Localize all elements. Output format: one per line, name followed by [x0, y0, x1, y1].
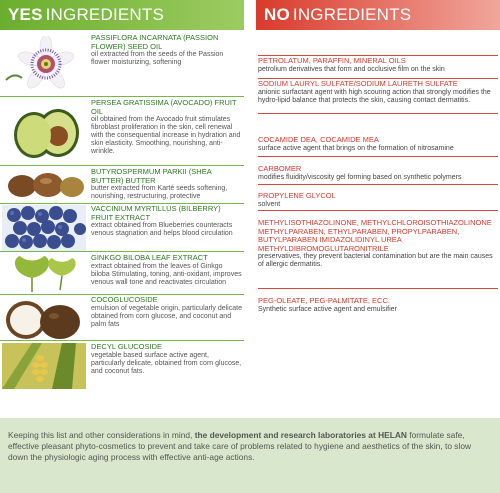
no-item-name: CARBOMER	[258, 164, 302, 173]
no-item-name: PROPYLENE GLYCOL	[258, 191, 336, 200]
coconut-icon	[2, 296, 86, 340]
no-item-propylene-glycol	[258, 192, 498, 209]
yes-item-name: COCOGLUCOSIDE	[91, 295, 158, 304]
footer-statement	[0, 418, 500, 493]
no-item-name: SODIUM LAURYL SULFATE/SODIUM LAURETH SULFATE	[258, 79, 458, 88]
no-divider	[258, 113, 498, 114]
no-item-sodium-lauryl	[258, 80, 498, 105]
no-item-petrolatum	[258, 57, 498, 74]
shea-nut-icon	[2, 168, 86, 202]
yes-divider	[0, 96, 244, 97]
no-divider	[258, 210, 498, 211]
yes-item-desc: oil extracted from the seeds of the Passion flower moisturizing, softening	[91, 51, 224, 66]
no-item-name: PETROLATUM, PARAFFIN, MINERAL OILS	[258, 56, 406, 65]
yes-column	[0, 0, 244, 30]
no-item-name: PEG-OLEATE, PEG-PALMITATE, ECC.	[258, 296, 390, 305]
ginkgo-leaf-icon	[2, 254, 86, 294]
footer-lead: Keeping this list and other considerations in mind,	[8, 430, 193, 440]
bilberry-icon	[2, 205, 86, 251]
yes-item-desc: emulsion of vegetable origin, particularly delicate obtained from corn glucose, and coconut and palm fats	[91, 304, 242, 328]
yes-item-passiflora	[0, 34, 244, 96]
yes-item-name: DECYL GLUCOSIDE	[91, 342, 162, 351]
yes-item-desc: vegetable based surface active agent, particularly delicate, obtained from corn glucose, and coconut fats.	[91, 351, 242, 375]
yes-item-name: BUTYROSPERMUM PARKII (SHEA BUTTER) BUTTER	[91, 167, 212, 185]
no-header-rest: INGREDIENTS	[292, 5, 412, 24]
no-item-desc: surface active agent that brings on the formation of nitrosamine	[258, 144, 454, 152]
no-item-name: COCAMIDE DEA, COCAMIDE MEA	[258, 135, 379, 144]
yes-header	[0, 0, 244, 30]
yes-item-name: PERSEA GRATISSIMA (AVOCADO) FRUIT OIL	[91, 98, 237, 116]
no-divider	[258, 184, 498, 185]
no-header-strong: NO	[264, 5, 290, 24]
no-divider	[258, 288, 498, 289]
yes-item-name: PASSIFLORA INCARNATA (PASSION FLOWER) SEED OIL	[91, 33, 219, 51]
yes-item-avocado	[0, 99, 244, 165]
yes-divider	[0, 165, 244, 166]
no-header	[256, 0, 500, 30]
no-divider	[258, 156, 498, 157]
footer-bold: the development and research laboratories at HELAN	[194, 430, 407, 440]
no-item-preservatives	[258, 219, 498, 269]
yes-header-rest: INGREDIENTS	[45, 5, 165, 24]
yes-item-shea	[0, 168, 244, 203]
no-item-desc: preservatives, they prevent bacterial contamination but are the main causes of allergic dermatitis.	[258, 253, 493, 268]
yes-item-desc: extract obtained from the leaves of Ginkgo biloba Stimulating, toning, anti-oxidant, improves venous wall tone and reactivates circulation	[91, 262, 242, 286]
yes-item-ginkgo	[0, 254, 244, 294]
yes-divider	[0, 251, 244, 252]
yes-item-desc: extract obtained from Blueberries counteracts venous stagnation and helps blood circulation	[91, 222, 233, 237]
avocado-icon	[2, 103, 86, 161]
no-item-peg	[258, 297, 498, 314]
no-item-carbomer	[258, 165, 498, 182]
no-item-name: METHYLISOTHIAZOLINONE, METHYLCHLOROISOTHIAZOLINONE METHYLPARABEN, ETHYLPARABEN, PROPYLPARABEN, BUTYLPARABEN IMIDAZOLIDINYL UREA METHYLDIBROMOGLUTARONITRILE	[258, 218, 492, 253]
footer-tail: formulate safe, effective pleasant phyto-cosmetics to prevent and take care of problems related to hygiene and aesthetics of the skin, to slow down the physiologic aging process with effective anti-age actions.	[8, 430, 472, 462]
no-item-desc: petrolium derivatives that form and occlusive film on the skin	[258, 65, 445, 73]
corn-icon	[2, 343, 86, 389]
no-item-cocamide	[258, 136, 498, 153]
no-item-desc: solvent	[258, 200, 281, 208]
yes-header-strong: YES	[8, 5, 43, 24]
yes-item-desc: butter extracted from Karté seeds softening, nourishing, restructuring, protective	[91, 185, 228, 200]
yes-item-decyl-glucoside	[0, 343, 244, 389]
yes-item-desc: oil obtained from the Avocado fruit stimulates fibroblast proliferation in the skin, cell renewal with the consequential increase in hydration and skin elasticity. Smoothing, nourishing, anti-wrinkle.	[91, 116, 241, 155]
no-column	[256, 0, 500, 30]
no-item-desc: modifies fluidity/viscosity gel forming based on synthetic polymers	[258, 173, 462, 181]
passion-flower-icon	[2, 36, 86, 92]
yes-item-name: GINKGO BILOBA LEAF EXTRACT	[91, 253, 208, 262]
yes-divider	[0, 340, 244, 341]
no-item-desc: Synthetic surface active agent and emulsifier	[258, 305, 397, 313]
yes-item-bilberry	[0, 205, 244, 251]
yes-item-name: VACCINIUM MYRTILLUS (BILBERRY) FRUIT EXTRACT	[91, 204, 221, 222]
yes-item-cocoglucoside	[0, 296, 244, 340]
no-item-desc: anionic surfactant agent with high scouring action that strongly modifies the hydro-lipid balance that protects the skin, causing contact dermatitis.	[258, 88, 491, 104]
